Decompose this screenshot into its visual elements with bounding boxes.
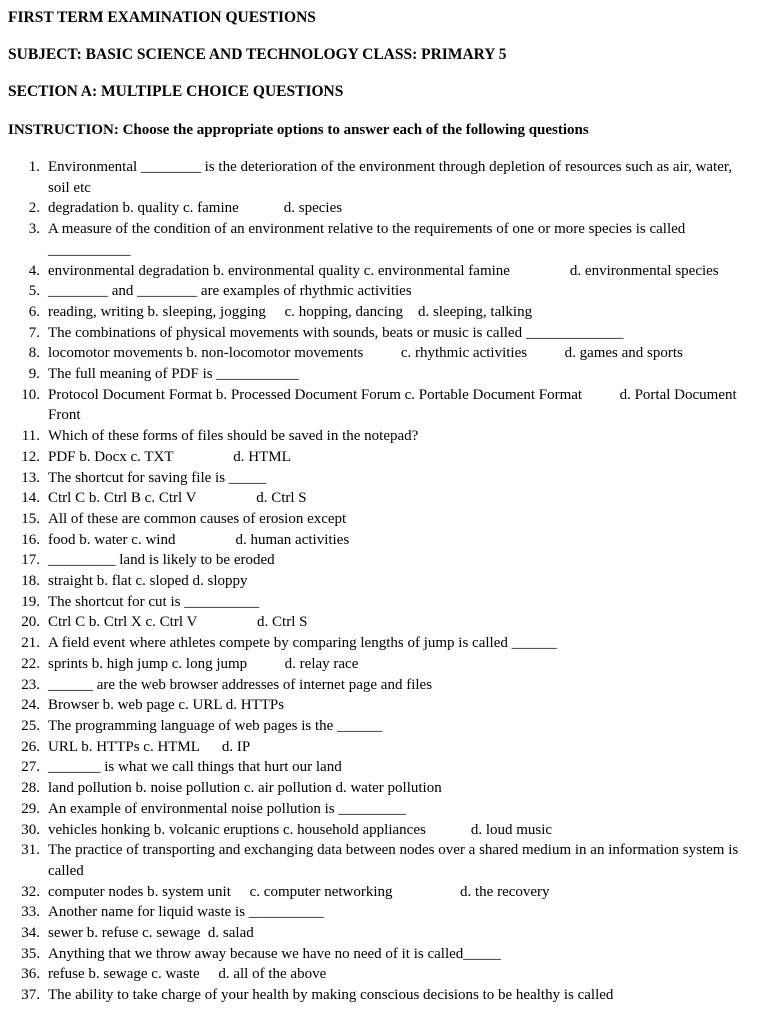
- question-number: 18.: [21, 573, 40, 590]
- question-number: 8.: [28, 345, 40, 362]
- question-number: 37.: [21, 987, 40, 1004]
- question-text: A field event where athletes compete by comparing lengths of jump is called ______: [48, 635, 557, 652]
- question-item: [0, 530, 768, 551]
- question-number: 1.: [28, 159, 40, 175]
- question-text: degradation b. quality c. famine d. species: [48, 200, 343, 217]
- question-item: [0, 695, 768, 716]
- question-item: [0, 612, 768, 633]
- question-number: 13.: [21, 469, 40, 486]
- question-number: 19.: [21, 593, 40, 610]
- document-title: FIRST TERM EXAMINATION QUESTIONS: [8, 9, 316, 26]
- question-item: [0, 923, 768, 944]
- question-item: [0, 592, 768, 613]
- question-text: All of these are common causes of erosion except: [48, 510, 347, 527]
- question-text: Ctrl C b. Ctrl X c. Ctrl V d. Ctrl S: [48, 614, 308, 631]
- question-text: refuse b. sewage c. waste d. all of the above: [48, 966, 327, 983]
- question-number: 25.: [21, 717, 40, 734]
- question-item: [0, 778, 768, 799]
- question-number: 30.: [21, 821, 40, 838]
- question-number: 10.: [21, 386, 40, 403]
- question-item: [0, 281, 768, 302]
- question-list: [0, 157, 768, 1006]
- question-number: 16.: [21, 531, 40, 548]
- question-text: sewer b. refuse c. sewage d. salad: [48, 925, 254, 942]
- question-number: 7.: [28, 324, 40, 341]
- question-item: [0, 675, 768, 696]
- question-text: vehicles honking b. volcanic eruptions c. household appliances d. loud music: [48, 821, 553, 838]
- instruction-line: INSTRUCTION: Choose the appropriate options to answer each of the following questions: [8, 122, 589, 138]
- question-text: The programming language of web pages is the ______: [48, 717, 383, 734]
- question-item: [0, 219, 768, 260]
- section-heading: SECTION A: MULTIPLE CHOICE QUESTIONS: [8, 83, 344, 100]
- question-number: 21.: [21, 635, 40, 652]
- question-number: 33.: [21, 904, 40, 921]
- question-text: Which of these forms of files should be saved in the notepad?: [48, 428, 419, 445]
- question-text: Protocol Document Format b. Processed Document Forum c. Portable Document Format d. Portal Document Front: [48, 386, 741, 424]
- question-item: [0, 654, 768, 675]
- question-item: [0, 364, 768, 385]
- question-text: food b. water c. wind d. human activities: [48, 531, 350, 548]
- question-item: [0, 343, 768, 364]
- question-number: 23.: [21, 676, 40, 693]
- question-number: 17.: [21, 552, 40, 569]
- question-item: [0, 840, 768, 881]
- question-item: [0, 509, 768, 530]
- question-text: An example of environmental noise pollution is _________: [48, 800, 406, 817]
- question-number: 29.: [21, 800, 40, 817]
- question-number: 31.: [21, 842, 40, 859]
- question-text: The practice of transporting and exchanging data between nodes over a shared medium in an information system is called: [48, 842, 742, 879]
- question-item: [0, 799, 768, 820]
- question-text: Environmental ________ is the deterioration of the environment through depletion of resources such as air, water, soil etc: [48, 159, 736, 196]
- question-text: PDF b. Docx c. TXT d. HTML: [48, 448, 291, 465]
- question-text: locomotor movements b. non-locomotor movements c. rhythmic activities d. games and sports: [48, 345, 683, 362]
- question-text: Anything that we throw away because we have no need of it is called_____: [48, 945, 501, 962]
- question-text: ______ are the web browser addresses of internet page and files: [48, 676, 433, 693]
- question-item: [0, 261, 768, 282]
- question-text: The shortcut for saving file is _____: [48, 469, 267, 486]
- question-text: URL b. HTTPs c. HTML d. IP: [48, 738, 251, 755]
- question-text: straight b. flat c. sloped d. sloppy: [48, 573, 248, 590]
- question-item: [0, 468, 768, 489]
- question-item: [0, 757, 768, 778]
- question-item: [0, 447, 768, 468]
- question-text: reading, writing b. sleeping, jogging c. hopping, dancing d. sleeping, talking: [48, 303, 533, 320]
- question-item: [0, 820, 768, 841]
- question-text: sprints b. high jump c. long jump d. relay race: [48, 655, 359, 672]
- question-item: [0, 571, 768, 592]
- question-text: The shortcut for cut is __________: [48, 593, 260, 610]
- question-text: environmental degradation b. environmental quality c. environmental famine d. environmental species: [48, 262, 719, 279]
- question-text: _________ land is likely to be eroded: [48, 552, 275, 569]
- question-text: Another name for liquid waste is __________: [48, 904, 324, 921]
- question-number: 32.: [21, 883, 40, 900]
- question-number: 4.: [28, 262, 40, 279]
- question-item: [0, 550, 768, 571]
- question-item: [0, 385, 768, 426]
- question-text: land pollution b. noise pollution c. air pollution d. water pollution: [48, 780, 442, 797]
- question-number: 3.: [28, 221, 40, 238]
- question-number: 22.: [21, 655, 40, 672]
- question-item: [0, 157, 768, 198]
- subject-class-line: SUBJECT: BASIC SCIENCE AND TECHNOLOGY CLASS: PRIMARY 5: [8, 46, 507, 63]
- question-number: 2.: [28, 200, 40, 217]
- question-item: [0, 985, 768, 1006]
- question-number: 26.: [21, 738, 40, 755]
- question-number: 11.: [21, 428, 40, 445]
- question-number: 12.: [21, 448, 40, 465]
- question-text: The full meaning of PDF is ___________: [48, 366, 299, 383]
- question-number: 15.: [21, 510, 40, 527]
- question-text: Ctrl C b. Ctrl B c. Ctrl V d. Ctrl S: [48, 490, 307, 507]
- question-item: [0, 323, 768, 344]
- question-item: [0, 737, 768, 758]
- question-number: 24.: [21, 697, 40, 714]
- question-text: The ability to take charge of your health by making conscious decisions to be healthy is called: [48, 987, 614, 1004]
- question-item: [0, 716, 768, 737]
- question-item: [0, 198, 768, 219]
- question-item: [0, 488, 768, 509]
- question-text: A measure of the condition of an environment relative to the requirements of one or more species is called ___________: [48, 221, 690, 258]
- question-text: _______ is what we call things that hurt our land: [48, 759, 342, 776]
- question-number: 28.: [21, 780, 40, 797]
- question-number: 34.: [21, 925, 40, 942]
- question-number: 5.: [28, 283, 40, 300]
- question-number: 35.: [21, 945, 40, 962]
- question-item: [0, 302, 768, 323]
- question-item: [0, 633, 768, 654]
- question-text: ________ and ________ are examples of rhythmic activities: [48, 283, 412, 300]
- question-number: 14.: [21, 490, 40, 507]
- question-item: [0, 944, 768, 965]
- question-number: 27.: [21, 759, 40, 776]
- question-text: The combinations of physical movements with sounds, beats or music is called _____________: [48, 324, 624, 341]
- question-number: 20.: [21, 614, 40, 631]
- question-number: 6.: [28, 303, 40, 320]
- question-item: [0, 902, 768, 923]
- question-number: 9.: [28, 366, 40, 383]
- question-text: Browser b. web page c. URL d. HTTPs: [48, 697, 285, 714]
- question-item: [0, 426, 768, 447]
- question-item: [0, 882, 768, 903]
- question-number: 36.: [21, 966, 40, 983]
- question-text: computer nodes b. system unit c. computer networking d. the recovery: [48, 883, 550, 900]
- question-item: [0, 964, 768, 985]
